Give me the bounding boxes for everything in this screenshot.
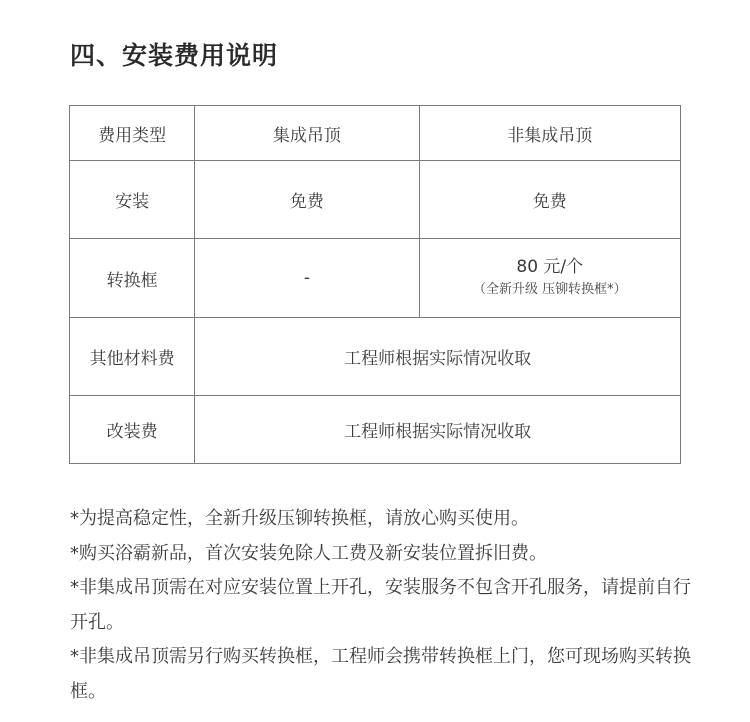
table-row-modification xyxy=(70,396,681,464)
note-item: *非集成吊顶需在对应安装位置上开孔，安装服务不包含开孔服务，请提前自行开孔。 xyxy=(70,577,691,633)
frame-integrated-value: - xyxy=(195,239,419,318)
install-label: 安装 xyxy=(70,161,195,239)
install-non-integrated-value: 免费 xyxy=(419,161,680,239)
frame-price: 80 元/个 xyxy=(516,257,584,277)
header-fee-type: 费用类型 xyxy=(70,106,195,161)
frame-label: 转换框 xyxy=(70,239,195,318)
notes-section xyxy=(70,502,700,709)
note-item: *购买浴霸新品，首次安装免除人工费及新安装位置拆旧费。 xyxy=(70,542,547,564)
modification-label: 改装费 xyxy=(70,396,195,464)
installation-fee-table xyxy=(69,105,681,464)
modification-value: 工程师根据实际情况收取 xyxy=(195,396,681,464)
section-title: 四、安装费用说明 xyxy=(70,41,279,70)
frame-non-integrated-cell xyxy=(419,239,680,318)
header-integrated-ceiling: 集成吊顶 xyxy=(195,106,419,161)
table-header-row xyxy=(70,106,681,161)
frame-note: （全新升级 压铆转换框*） xyxy=(472,282,627,297)
header-non-integrated-ceiling: 非集成吊顶 xyxy=(419,106,680,161)
note-item: *非集成吊顶需另行购买转换框，工程师会携带转换框上门，您可现场购买转换框。 xyxy=(70,646,691,702)
materials-value: 工程师根据实际情况收取 xyxy=(195,318,681,396)
materials-label: 其他材料费 xyxy=(70,318,195,396)
table-row-frame xyxy=(70,239,681,318)
note-item: *为提高稳定性，全新升级压铆转换框，请放心购买使用。 xyxy=(70,508,529,529)
install-integrated-value: 免费 xyxy=(195,161,419,239)
table-row-materials xyxy=(70,318,681,396)
table-row-install xyxy=(70,161,681,239)
